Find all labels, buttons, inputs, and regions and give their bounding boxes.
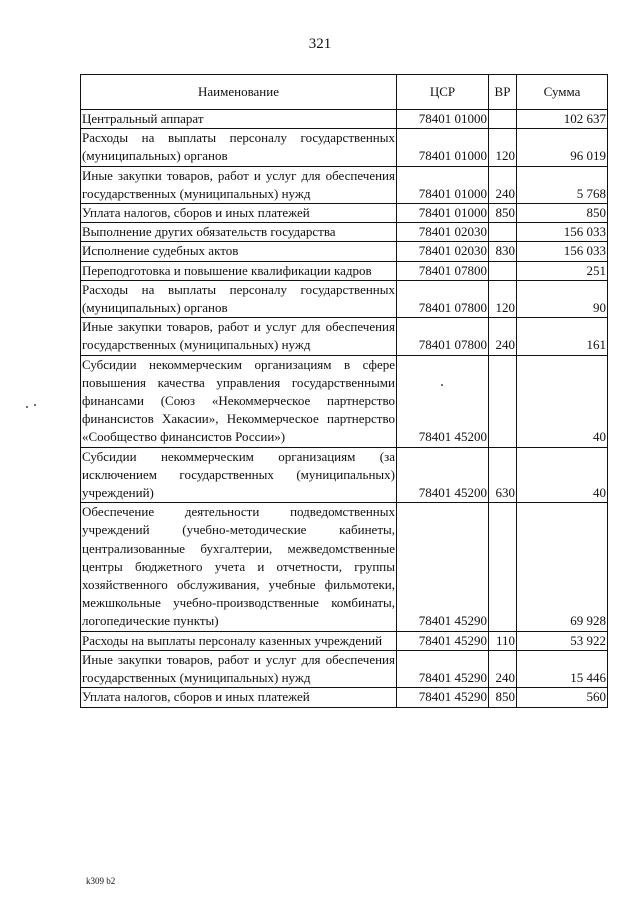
scan-speck <box>441 384 443 386</box>
row-sum: 40 <box>517 447 608 503</box>
row-name: Расходы на выплаты персоналу государственных (муниципальных) органов <box>81 129 397 166</box>
table-row <box>81 242 608 261</box>
page-number: 321 <box>308 36 332 52</box>
row-vr: 240 <box>489 650 517 687</box>
row-csr: 78401 07800 <box>397 280 489 317</box>
table-row <box>81 280 608 317</box>
table-row <box>81 223 608 242</box>
table-row <box>81 318 608 355</box>
row-csr: 78401 45290 <box>397 688 489 707</box>
row-vr: 240 <box>489 318 517 355</box>
table-row <box>81 166 608 203</box>
budget-table <box>80 74 608 708</box>
row-sum: 96 019 <box>517 129 608 166</box>
header-vr: ВР <box>489 75 517 110</box>
row-csr: 78401 45200 <box>397 447 489 503</box>
table-row <box>81 631 608 650</box>
row-sum: 69 928 <box>517 503 608 631</box>
row-sum: 156 033 <box>517 223 608 242</box>
row-name: Субсидии некоммерческим организациям (за исключением государственных (муниципальных) учреждений) <box>81 447 397 503</box>
row-name: Обеспечение деятельности подведомственных учреждений (учебно-методические кабинеты, централизованные бухгалтерии, межведомственные центры бюджетного учета и отчетности, группы хозяйственного обслуживания, учебные фильмотеки, межшкольные учебно-производственные комбинаты, логопедические пункты) <box>81 503 397 631</box>
table-row <box>81 688 608 707</box>
row-name: Иные закупки товаров, работ и услуг для обеспечения государственных (муниципальных) нужд <box>81 166 397 203</box>
row-vr <box>489 110 517 129</box>
row-name: Уплата налогов, сборов и иных платежей <box>81 204 397 223</box>
row-vr: 830 <box>489 242 517 261</box>
row-csr: 78401 01000 <box>397 129 489 166</box>
row-sum: 251 <box>517 261 608 280</box>
row-csr: 78401 07800 <box>397 261 489 280</box>
row-vr <box>489 503 517 631</box>
row-name: Расходы на выплаты персоналу казенных учреждений <box>81 631 397 650</box>
row-sum: 156 033 <box>517 242 608 261</box>
row-csr: 78401 01000 <box>397 110 489 129</box>
scan-speck <box>26 406 28 408</box>
row-sum: 5 768 <box>517 166 608 203</box>
row-vr: 120 <box>489 280 517 317</box>
row-name: Иные закупки товаров, работ и услуг для обеспечения государственных (муниципальных) нужд <box>81 650 397 687</box>
table-row <box>81 447 608 503</box>
row-vr: 240 <box>489 166 517 203</box>
table-row <box>81 261 608 280</box>
row-sum: 850 <box>517 204 608 223</box>
row-sum: 560 <box>517 688 608 707</box>
table-row <box>81 110 608 129</box>
row-sum: 102 637 <box>517 110 608 129</box>
row-vr <box>489 355 517 447</box>
row-csr: 78401 01000 <box>397 204 489 223</box>
table-row <box>81 650 608 687</box>
table-row <box>81 129 608 166</box>
row-sum: 90 <box>517 280 608 317</box>
table-row <box>81 503 608 631</box>
row-vr <box>489 261 517 280</box>
table-header-row <box>81 75 608 110</box>
row-csr: 78401 45290 <box>397 631 489 650</box>
row-vr: 850 <box>489 688 517 707</box>
row-sum: 53 922 <box>517 631 608 650</box>
row-name: Иные закупки товаров, работ и услуг для обеспечения государственных (муниципальных) нужд <box>81 318 397 355</box>
row-csr: 78401 02030 <box>397 223 489 242</box>
scan-speck <box>34 404 36 406</box>
row-name: Выполнение других обязательств государства <box>81 223 397 242</box>
row-name: Уплата налогов, сборов и иных платежей <box>81 688 397 707</box>
header-csr: ЦСР <box>397 75 489 110</box>
row-csr: 78401 45290 <box>397 650 489 687</box>
row-sum: 161 <box>517 318 608 355</box>
row-vr: 110 <box>489 631 517 650</box>
footer-stamp: k309 b2 <box>86 876 116 886</box>
row-csr: 78401 02030 <box>397 242 489 261</box>
row-name: Расходы на выплаты персоналу государственных (муниципальных) органов <box>81 280 397 317</box>
header-name: Наименование <box>81 75 397 110</box>
header-sum: Сумма <box>517 75 608 110</box>
table-row <box>81 355 608 447</box>
row-name: Переподготовка и повышение квалификации кадров <box>81 261 397 280</box>
row-vr <box>489 223 517 242</box>
table-row <box>81 204 608 223</box>
row-csr: 78401 01000 <box>397 166 489 203</box>
row-csr: 78401 07800 <box>397 318 489 355</box>
row-name: Центральный аппарат <box>81 110 397 129</box>
row-csr: 78401 45200 <box>397 355 489 447</box>
row-name: Субсидии некоммерческим организациям в сфере повышения качества управления государственными финансами (Союз «Некоммерческое партнерство финансистов Хакасии», Некоммерческое партнерство «Сообщество финансистов России») <box>81 355 397 447</box>
row-vr: 850 <box>489 204 517 223</box>
row-sum: 40 <box>517 355 608 447</box>
row-vr: 120 <box>489 129 517 166</box>
row-csr: 78401 45290 <box>397 503 489 631</box>
row-vr: 630 <box>489 447 517 503</box>
row-name: Исполнение судебных актов <box>81 242 397 261</box>
row-sum: 15 446 <box>517 650 608 687</box>
